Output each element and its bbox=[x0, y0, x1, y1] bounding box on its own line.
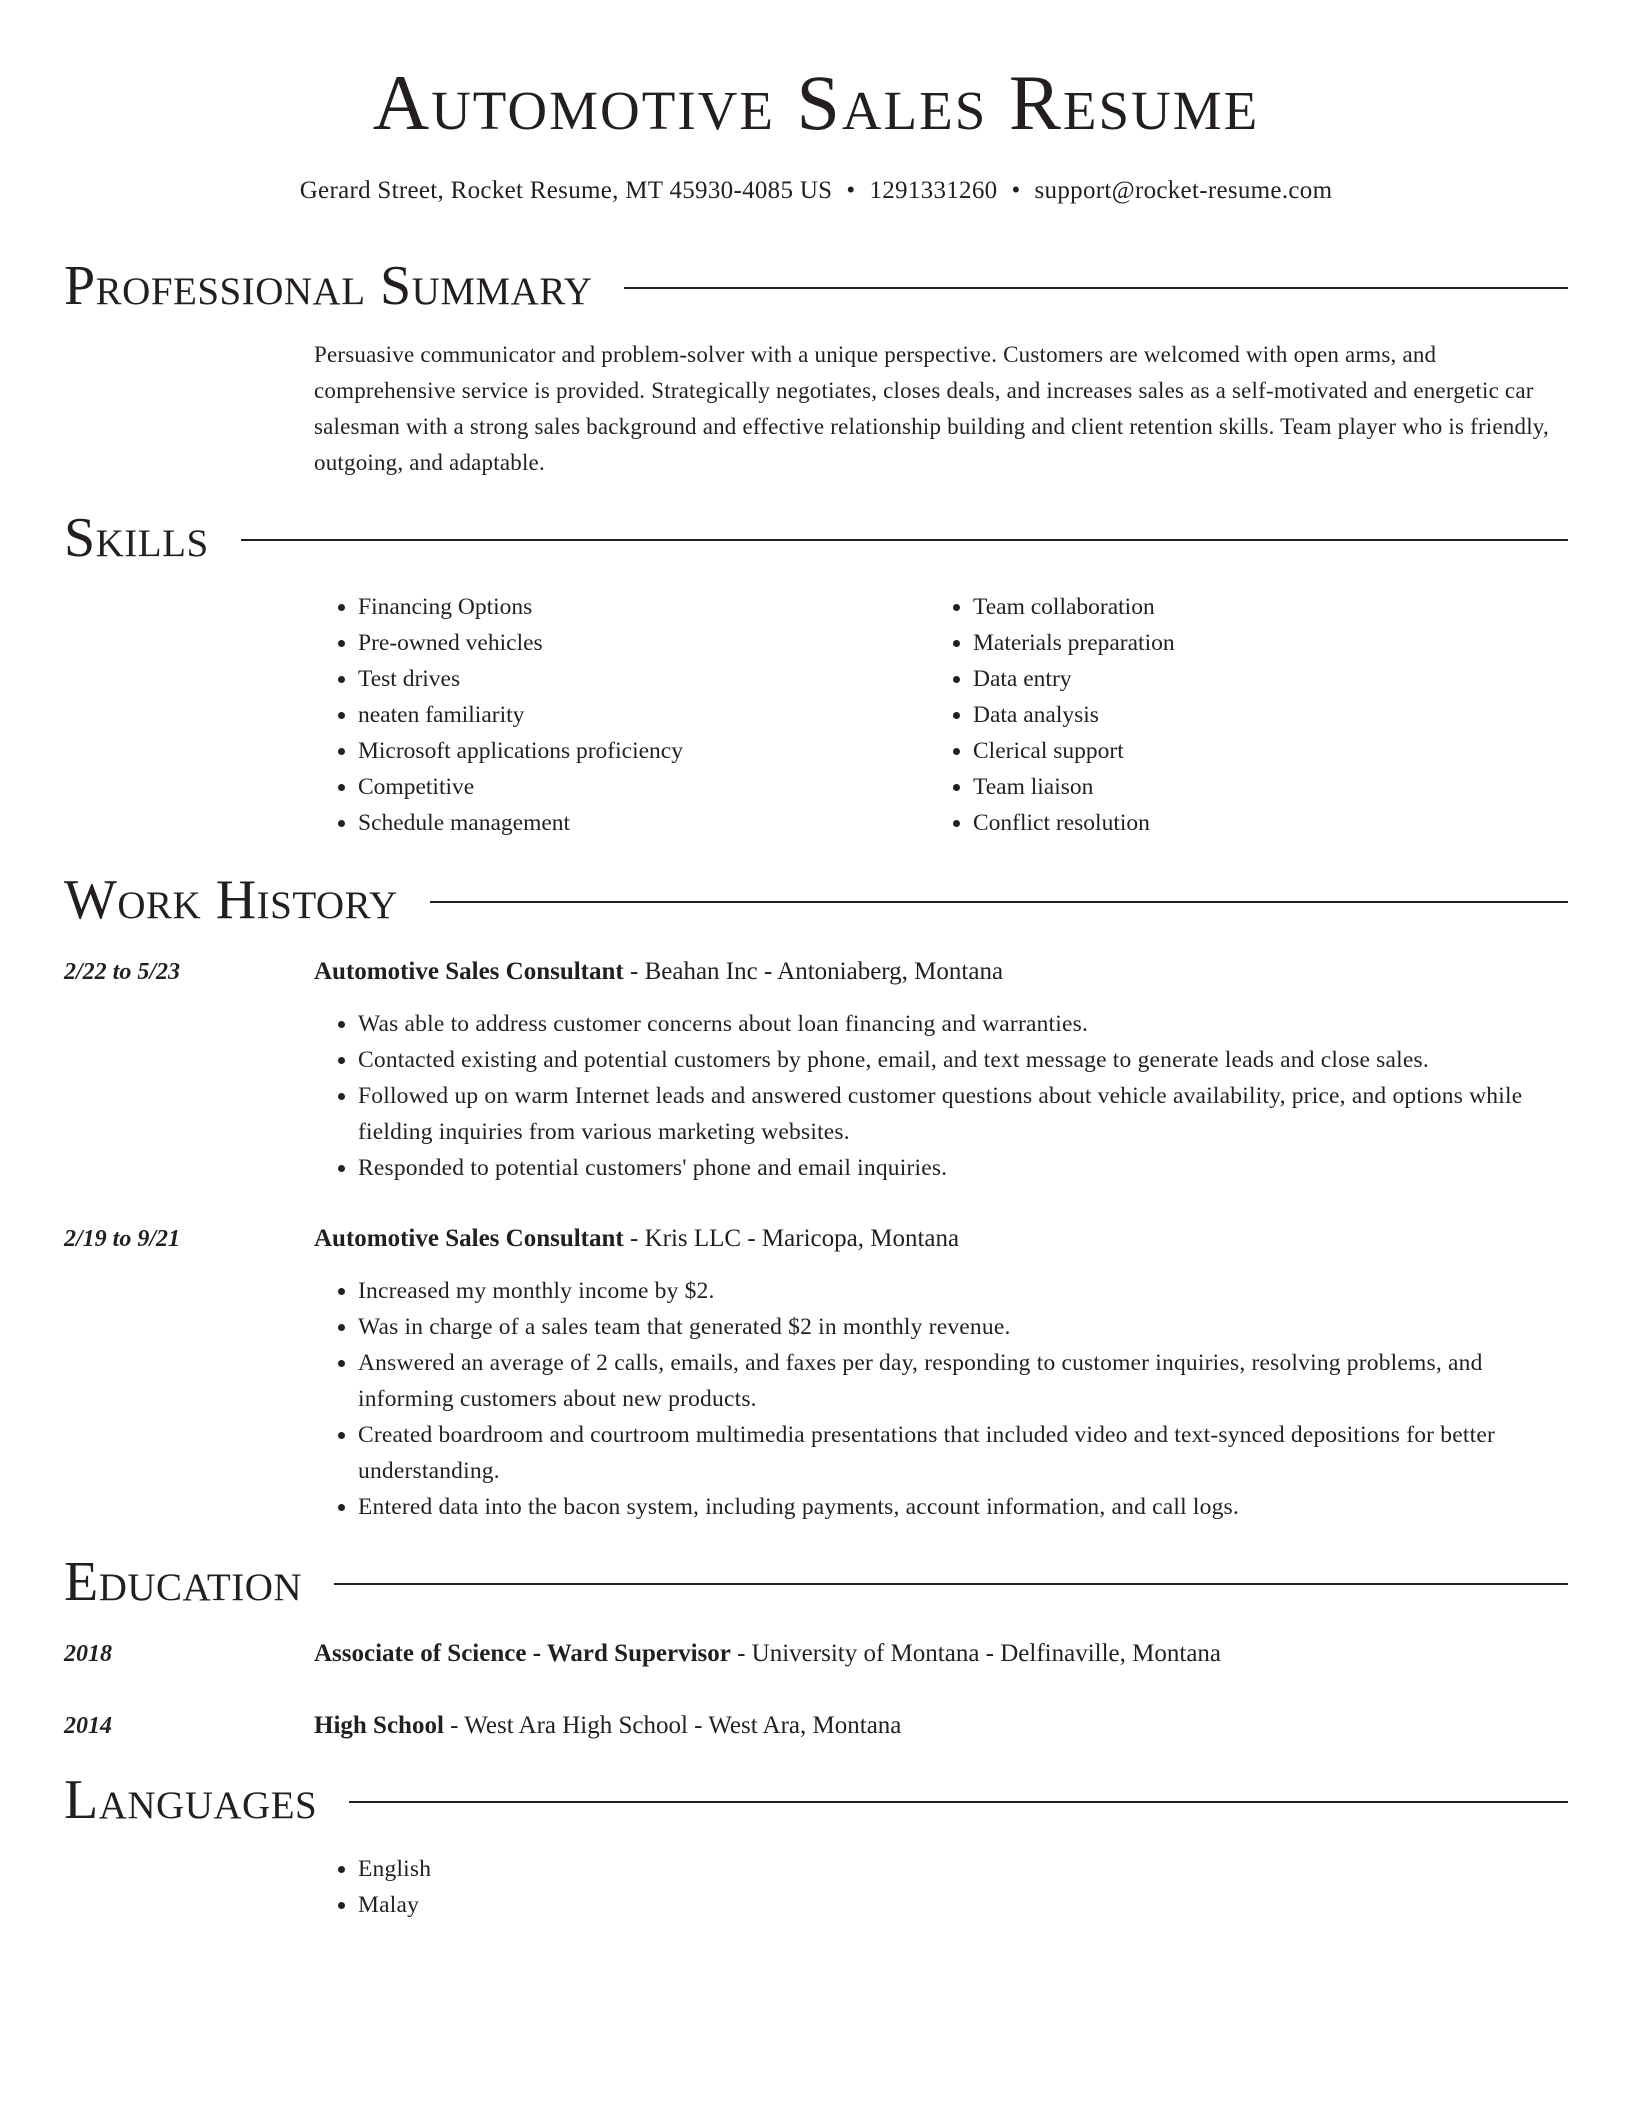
skill-item: • Pre-owned vehicles bbox=[358, 625, 914, 661]
job-employer: - Kris LLC - Maricopa, Montana bbox=[623, 1225, 960, 1252]
job-bullet: • Increased my monthly income by $2. bbox=[358, 1273, 1568, 1309]
skill-item: • Team liaison bbox=[973, 769, 1529, 805]
work-section-header bbox=[64, 868, 1568, 932]
skill-item: • Data analysis bbox=[973, 697, 1529, 733]
job-heading bbox=[314, 1221, 1568, 1257]
job-title: Automotive Sales Consultant bbox=[314, 958, 624, 985]
job-employer: - Beahan Inc - Antoniaberg, Montana bbox=[623, 958, 1004, 985]
education-entry bbox=[314, 1636, 1568, 1672]
contact-separator: • bbox=[846, 177, 856, 204]
education-year: 2018 bbox=[64, 1641, 112, 1667]
job-bullets bbox=[314, 1006, 1568, 1186]
job-bullet: • Created boardroom and courtroom multimedia presentations that included video and text-synced depositions for better understanding. bbox=[358, 1417, 1568, 1489]
education-degree: Associate of Science - Ward Supervisor bbox=[314, 1640, 731, 1667]
summary-section-title: Professional Summary bbox=[64, 255, 593, 317]
job-bullet: • Entered data into the bacon system, including payments, account information, and call logs. bbox=[358, 1489, 1568, 1525]
section-divider bbox=[624, 287, 1568, 289]
education-school: - University of Montana - Delfinaville, Montana bbox=[730, 1640, 1222, 1667]
skill-item: • Test drives bbox=[358, 661, 914, 697]
job-bullet: • Was in charge of a sales team that generated $2 in monthly revenue. bbox=[358, 1309, 1568, 1345]
education-section-title: Education bbox=[64, 1551, 303, 1613]
section-divider bbox=[334, 1583, 1568, 1585]
job-bullets bbox=[314, 1273, 1568, 1525]
job-bullet: • Contacted existing and potential customers by phone, email, and text message to generate leads and close sales. bbox=[358, 1042, 1568, 1078]
skill-item: • Data entry bbox=[973, 661, 1529, 697]
job-bullet: • Responded to potential customers' phone and email inquiries. bbox=[358, 1150, 1568, 1186]
job-dates: 2/19 to 9/21 bbox=[64, 1226, 181, 1252]
language-item: • English bbox=[358, 1851, 1568, 1887]
job-title: Automotive Sales Consultant bbox=[314, 1225, 624, 1252]
skill-item: • Clerical support bbox=[973, 733, 1529, 769]
contact-email: support@rocket-resume.com bbox=[1034, 177, 1333, 204]
skill-item: • Financing Options bbox=[358, 589, 914, 625]
work-section-title: Work History bbox=[64, 869, 398, 931]
education-year: 2014 bbox=[64, 1713, 112, 1739]
job-bullet: • Followed up on warm Internet leads and answered customer questions about vehicle availability, price, and options while fielding inquiries from various marketing websites. bbox=[358, 1078, 1568, 1150]
contact-phone: 1291331260 bbox=[869, 177, 998, 204]
skills-list-right bbox=[929, 589, 1529, 841]
skills-section-title: Skills bbox=[64, 507, 209, 569]
job-bullet: • Answered an average of 2 calls, emails, and faxes per day, responding to customer inquiries, resolving problems, and informing customers about new products. bbox=[358, 1345, 1568, 1417]
contact-address: Gerard Street, Rocket Resume, MT 45930-4085 US bbox=[299, 177, 833, 204]
contact-line bbox=[0, 174, 1632, 208]
job-bullet: • Was able to address customer concerns about loan financing and warranties. bbox=[358, 1006, 1568, 1042]
resume-name: Automotive Sales Resume bbox=[372, 59, 1260, 146]
skill-item: • neaten familiarity bbox=[358, 697, 914, 733]
skill-item: • Competitive bbox=[358, 769, 914, 805]
summary-section-header bbox=[64, 254, 1568, 318]
languages-section-header bbox=[64, 1768, 1568, 1832]
skill-item: • Microsoft applications proficiency bbox=[358, 733, 914, 769]
education-section-header bbox=[64, 1550, 1568, 1614]
skill-item: • Conflict resolution bbox=[973, 805, 1529, 841]
section-divider bbox=[430, 901, 1568, 903]
section-divider bbox=[241, 539, 1568, 541]
language-item: • Malay bbox=[358, 1887, 1568, 1923]
skills-list-left bbox=[314, 589, 914, 841]
contact-separator: • bbox=[1011, 177, 1021, 204]
skill-item: • Team collaboration bbox=[973, 589, 1529, 625]
education-entry bbox=[314, 1708, 1568, 1744]
job-dates: 2/22 to 5/23 bbox=[64, 959, 181, 985]
languages-list bbox=[314, 1851, 1568, 1923]
education-school: - West Ara High School - West Ara, Montana bbox=[443, 1712, 902, 1739]
section-divider bbox=[349, 1801, 1568, 1803]
skills-section-header bbox=[64, 506, 1568, 570]
skill-item: • Materials preparation bbox=[973, 625, 1529, 661]
skill-item: • Schedule management bbox=[358, 805, 914, 841]
languages-section-title: Languages bbox=[64, 1769, 318, 1831]
education-degree: High School bbox=[314, 1712, 444, 1739]
job-heading bbox=[314, 954, 1568, 990]
summary-text: Persuasive communicator and problem-solver with a unique perspective. Customers are welcomed with open arms, and comprehensive service is provided. Strategically negotiates, closes deals, and increases sales as a self-motivated and energetic car salesman with a strong sales background and effective relationship building and client retention skills. Team player who is friendly, outgoing, and adaptable. bbox=[314, 342, 1549, 475]
